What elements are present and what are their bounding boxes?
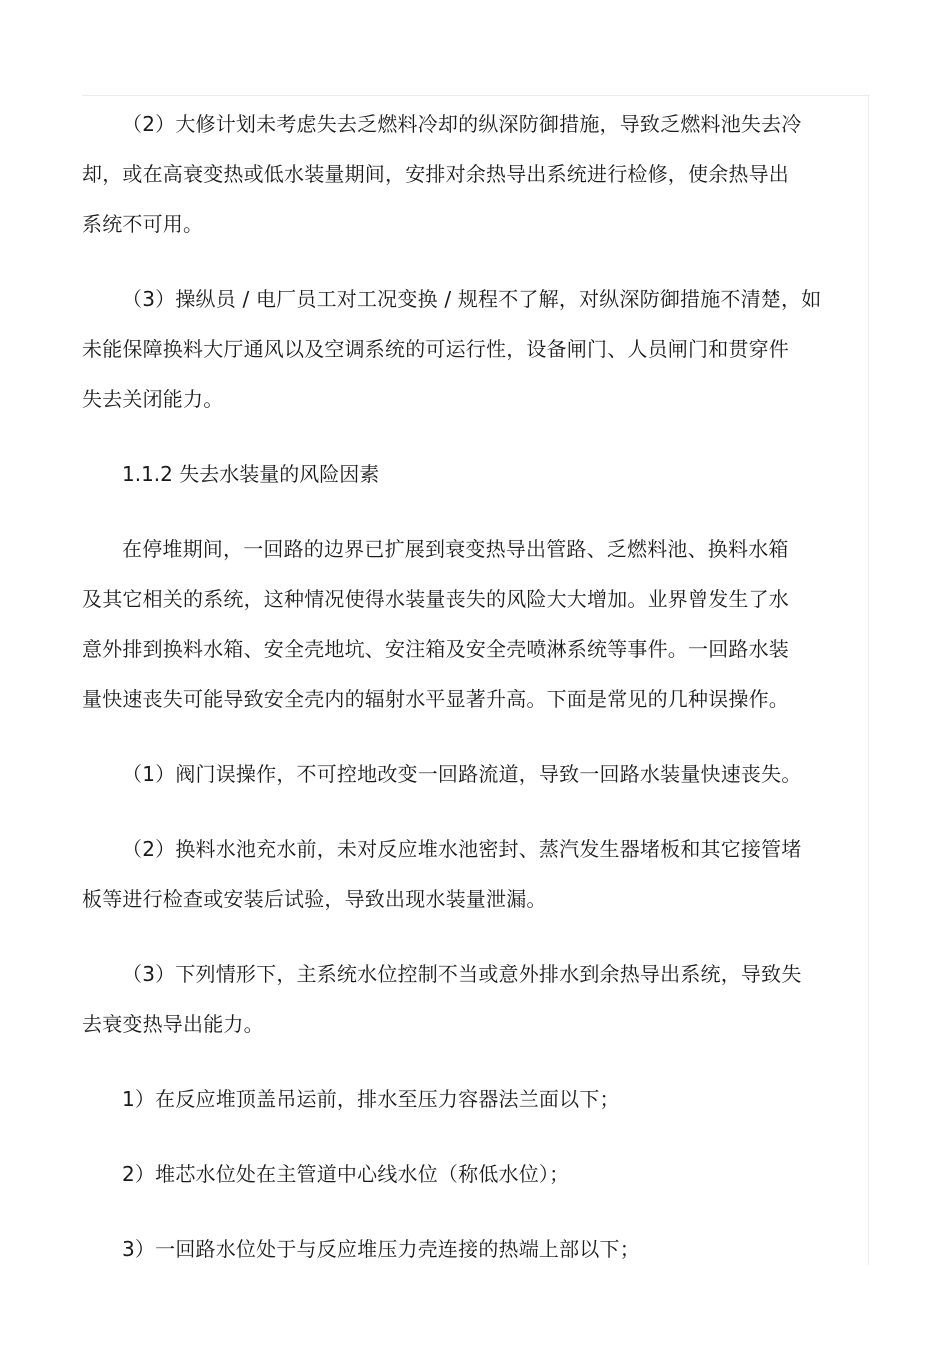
paragraph-gap (82, 1049, 852, 1074)
text-line: （2）换料水池充水前，未对反应堆水池密封、蒸汽发生器堵板和其它接管堵 (122, 837, 802, 861)
text-line: 3）一回路水位处于与反应堆压力壳连接的热端上部以下； (122, 1237, 640, 1261)
text-line: 板等进行检查或安装后试验，导致出现水装量泄漏。 (82, 887, 547, 911)
page-border-right (868, 95, 869, 1265)
paragraph-gap (82, 724, 852, 749)
text-line: 2）堆芯水位处在主管道中心线水位（称低水位）； (122, 1162, 570, 1186)
paragraph-gap (82, 424, 852, 449)
text-line: （2）大修计划未考虑失去乏燃料冷却的纵深防御措施，导致乏燃料池失去冷 (122, 112, 802, 136)
text-line: 去衰变热导出能力。 (82, 1012, 264, 1036)
text-line: 在停堆期间，一回路的边界已扩展到衰变热导出管路、乏燃料池、换料水箱 (122, 537, 789, 561)
text-line: 及其它相关的系统，这种情况使得水装量丧失的风险大大增加。业界曾发生了水 (82, 587, 789, 611)
text-line: 1）在反应堆顶盖吊运前，排水至压力容器法兰面以下； (122, 1087, 620, 1111)
list-item-head-lift (82, 1074, 852, 1124)
paragraph-water-level-control (82, 949, 852, 1049)
paragraph-operator-knowledge (82, 274, 852, 424)
list-item-hot-leg (82, 1224, 852, 1274)
text-line: （3）下列情形下，主系统水位控制不当或意外排水到余热导出系统，导致失 (122, 962, 802, 986)
text-line: 量快速丧失可能导致安全壳内的辐射水平显著升高。下面是常见的几种误操作。 (82, 687, 789, 711)
paragraph-valve-misoperation (82, 749, 852, 799)
paragraph-gap (82, 1199, 852, 1224)
page-border-top (82, 95, 870, 96)
document-body (82, 99, 852, 1274)
list-item-mid-loop (82, 1149, 852, 1199)
text-line: 却，或在高衰变热或低水装量期间，安排对余热导出系统进行检修，使余热导出 (82, 162, 789, 186)
paragraph-refueling-pool (82, 824, 852, 924)
text-line: 未能保障换料大厅通风以及空调系统的可运行性，设备闸门、人员闸门和贯穿件 (82, 337, 789, 361)
paragraph-maintenance-plan (82, 99, 852, 249)
text-line: 失去关闭能力。 (82, 387, 224, 411)
paragraph-gap (82, 1124, 852, 1149)
paragraph-gap (82, 499, 852, 524)
text-line: 系统不可用。 (82, 212, 204, 236)
text-line: 意外排到换料水箱、安全壳地坑、安注箱及安全壳喷淋系统等事件。一回路水装 (82, 637, 789, 661)
paragraph-loss-of-inventory (82, 524, 852, 724)
paragraph-gap (82, 249, 852, 274)
paragraph-gap (82, 924, 852, 949)
text-line: （3）操纵员 / 电厂员工对工况变换 / 规程不了解，对纵深防御措施不清楚，如 (122, 287, 822, 311)
paragraph-gap (82, 799, 852, 824)
text-line: （1）阀门误操作，不可控地改变一回路流道，导致一回路水装量快速丧失。 (122, 762, 802, 786)
section-heading: 1.1.2 失去水装量的风险因素 (122, 462, 380, 486)
